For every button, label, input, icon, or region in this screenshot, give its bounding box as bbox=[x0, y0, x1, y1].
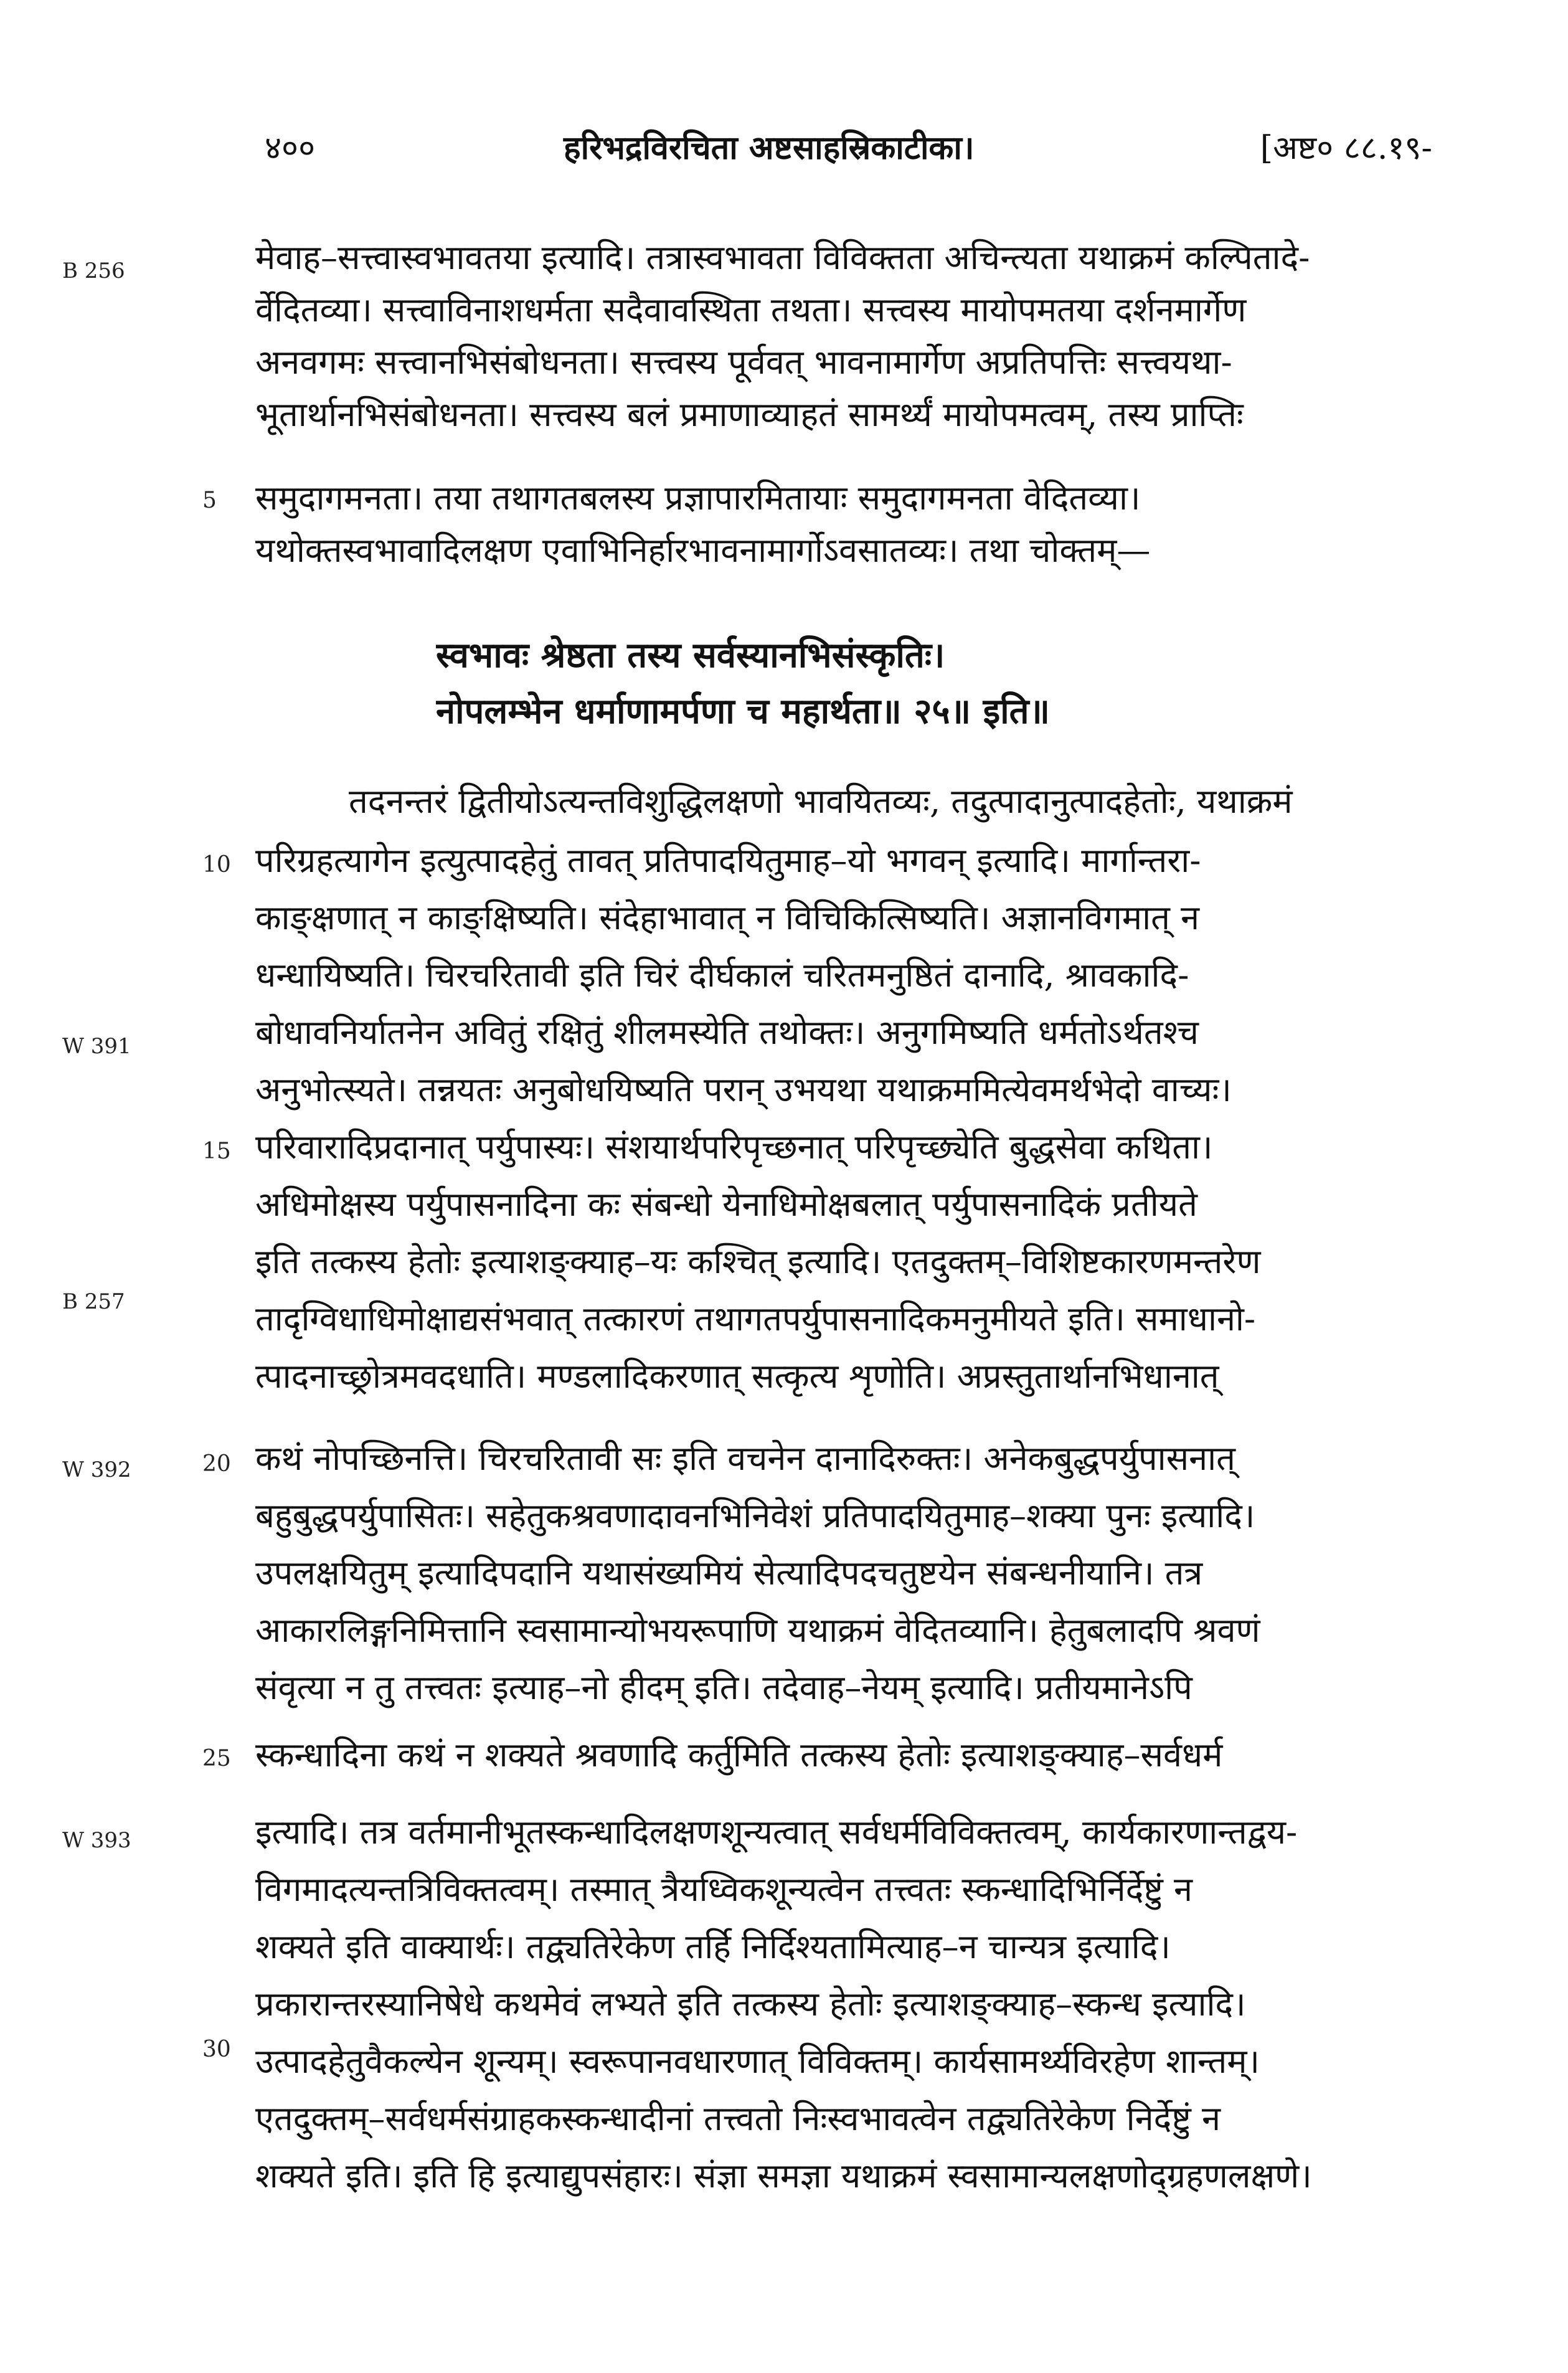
line-number-15: 15 bbox=[202, 1139, 231, 1164]
text-line: यथोक्तस्वभावादिलक्षण एवाभिनिर्हारभावनामार्गोऽवसातव्यः। तथा चोक्तम्— bbox=[255, 531, 1151, 570]
margin-ref-w393: W 393 bbox=[62, 1828, 131, 1853]
text-line: इत्यादि। तत्र वर्तमानीभूतस्कन्धादिलक्षणशून्यत्वात् सर्वधर्मविविक्तत्वम्, कार्यकारणान्तद्वय- bbox=[255, 1812, 1298, 1852]
text-line: मेवाह–सत्त्वास्वभावतया इत्यादि। तत्रास्वभावता विविक्तता अचिन्त्यता यथाक्रमं कल्पितादे- bbox=[255, 238, 1310, 277]
text-line: आकारलिङ्गनिमित्तानि स्वसामान्योभयरूपाणि यथाक्रमं वेदितव्यानि। हेतुबलादपि श्रवणं bbox=[255, 1611, 1260, 1650]
text-line: परिवारादिप्रदानात् पर्युपास्यः। संशयार्थपरिपृच्छनात् परिपृच्छ्येति बुद्धसेवा कथिता। bbox=[255, 1127, 1213, 1167]
text-line: त्पादनाच्छ्रोत्रमवदधाति। मण्डलादिकरणात् सत्कृत्य शृणोति। अप्रस्तुतार्थानभिधानात् bbox=[255, 1357, 1219, 1396]
text-line: तदनन्तरं द्वितीयोऽत्यन्तविशुद्धिलक्षणो भावयितव्यः, तदुत्पादानुत्पादहेतोः, यथाक्रमं bbox=[349, 782, 1293, 821]
text-line: भूतार्थानभिसंबोधनता। सत्त्वस्य बलं प्रमाणाव्याहतं सामर्थ्यं मायोपमत्वम्, तस्य प्राप्तिः bbox=[255, 395, 1244, 434]
section-reference: [अष्ट० ८८.१९- bbox=[1260, 130, 1432, 167]
text-line: कथं नोपच्छिनत्ति। चिरचरितावी सः इति वचनेन दानादिरुक्तः। अनेकबुद्धपर्युपासनात् bbox=[255, 1439, 1235, 1478]
text-line: समुदागमनता। तया तथागतबलस्य प्रज्ञापारमितायाः समुदागमनता वेदितव्या। bbox=[255, 478, 1141, 518]
text-line: उत्पादहेतुवैकल्येन शून्यम्। स्वरूपानवधारणात् विविक्तम्। कार्यसामर्थ्यविरहेण शान्तम्। bbox=[255, 2042, 1260, 2081]
text-line: संवृत्या न तु तत्त्वतः इत्याह–नो हीदम् इति। तदेवाह–नेयम् इत्यादि। प्रतीयमानेऽपि bbox=[255, 1668, 1193, 1707]
verse-line: स्वभावः श्रेष्ठता तस्य सर्वस्यानभिसंस्कृतिः। bbox=[436, 635, 945, 676]
verse-line: नोपलम्भेन धर्माणामर्पणा च महार्थता॥ २५॥ इति॥ bbox=[436, 691, 1051, 732]
line-number-10: 10 bbox=[202, 852, 231, 878]
text-line: धन्धायिष्यति। चिरचरितावी इति चिरं दीर्घकालं चरितमनुष्ठितं दानादि, श्रावकादि- bbox=[255, 955, 1189, 995]
margin-ref-b256: B 256 bbox=[62, 258, 125, 283]
text-line: बहुबुद्धपर्युपासितः। सहेतुकश्रवणादावनभिनिवेशं प्रतिपादयितुमाह–शक्या पुनः इत्यादि। bbox=[255, 1496, 1255, 1535]
line-number-30: 30 bbox=[202, 2037, 231, 2062]
line-number-20: 20 bbox=[202, 1451, 231, 1477]
text-line: बोधावनिर्यातनेन अवितुं रक्षितुं शीलमस्येति तथोक्तः। अनुगमिष्यति धर्मतोऽर्थतश्च bbox=[255, 1013, 1199, 1052]
line-number-5: 5 bbox=[202, 488, 217, 513]
text-line: स्कन्धादिना कथं न शक्यते श्रवणादि कर्तुमिति तत्कस्य हेतोः इत्याशङ्क्याह–सर्वधर्म bbox=[255, 1735, 1223, 1774]
text-line: काङ्क्षणात् न काङ्क्षिष्यति। संदेहाभावात् न विचिकित्सिष्यति। अज्ञानविगमात् न bbox=[255, 898, 1199, 937]
text-line: शक्यते इति। इति हि इत्याद्युपसंहारः। संज्ञा समज्ञा यथाक्रमं स्वसामान्यलक्षणोद्ग्रहणलक्षणे। bbox=[255, 2156, 1312, 2195]
margin-ref-w391: W 391 bbox=[62, 1034, 131, 1059]
line-number-25: 25 bbox=[202, 1746, 231, 1771]
margin-ref-w392: W 392 bbox=[62, 1457, 131, 1482]
text-line: प्रकारान्तरस्यानिषेधे कथमेवं लभ्यते इति तत्कस्य हेतोः इत्याशङ्क्याह–स्कन्ध इत्यादि। bbox=[255, 1984, 1246, 2024]
page-number: ४०० bbox=[265, 130, 316, 167]
text-line: इति तत्कस्य हेतोः इत्याशङ्क्याह–यः कश्चित् इत्यादि। एतदुक्तम्–विशिष्टकारणमन्तरेण bbox=[255, 1242, 1261, 1281]
running-title: हरिभद्रविरचिता अष्टसाहस्रिकाटीका। bbox=[564, 129, 975, 167]
margin-ref-b257: B 257 bbox=[62, 1289, 125, 1314]
text-line: अधिमोक्षस्य पर्युपासनादिना कः संबन्धो येनाधिमोक्षबलात् पर्युपासनादिकं प्रतीयते bbox=[255, 1185, 1197, 1224]
text-line: विगमादत्यन्तत्रिविक्तत्वम्। तस्मात् त्रैयध्विकशून्यत्वेन तत्त्वतः स्कन्धादिभिर्निर्देष्टुं न bbox=[255, 1870, 1193, 1909]
text-line: अनुभोत्स्यते। तन्नयतः अनुबोधयिष्यति परान् उभयथा यथाक्रममित्येवमर्थभेदो वाच्यः। bbox=[255, 1070, 1232, 1109]
text-line: शक्यते इति वाक्यार्थः। तद्व्यतिरेकेण तर्हि निर्दिश्यतामित्याह–न चान्यत्र इत्यादि। bbox=[255, 1927, 1171, 1966]
text-line: परिग्रहत्यागेन इत्युत्पादहेतुं तावत् प्रतिपादयितुमाह–यो भगवन् इत्यादि। मार्गान्तरा- bbox=[255, 841, 1201, 880]
text-line: उपलक्षयितुम् इत्यादिपदानि यथासंख्यमियं सेत्यादिपदचतुष्टयेन संबन्धनीयानि। तत्र bbox=[255, 1553, 1203, 1593]
text-line: तादृग्विधाधिमोक्षाद्यसंभवात् तत्कारणं तथागतपर्युपासनादिकमनुमीयते इति। समाधानो- bbox=[255, 1299, 1256, 1338]
text-line: र्वेदितव्या। सत्त्वाविनाशधर्मता सदैवावस्थिता तथता। सत्त्वस्य मायोपमतया दर्शनमार्गेण bbox=[255, 290, 1247, 329]
page-header bbox=[265, 125, 1432, 174]
text-line: अनवगमः सत्त्वानभिसंबोधनता। सत्त्वस्य पूर्ववत् भावनामार्गेण अप्रतिपत्तिः सत्त्वयथा- bbox=[255, 343, 1232, 382]
text-line: एतदुक्तम्–सर्वधर्मसंग्राहकस्कन्धादीनां तत्त्वतो निःस्वभावत्वेन तद्व्यतिरेकेण निर्देष्टुं न bbox=[255, 2099, 1221, 2138]
